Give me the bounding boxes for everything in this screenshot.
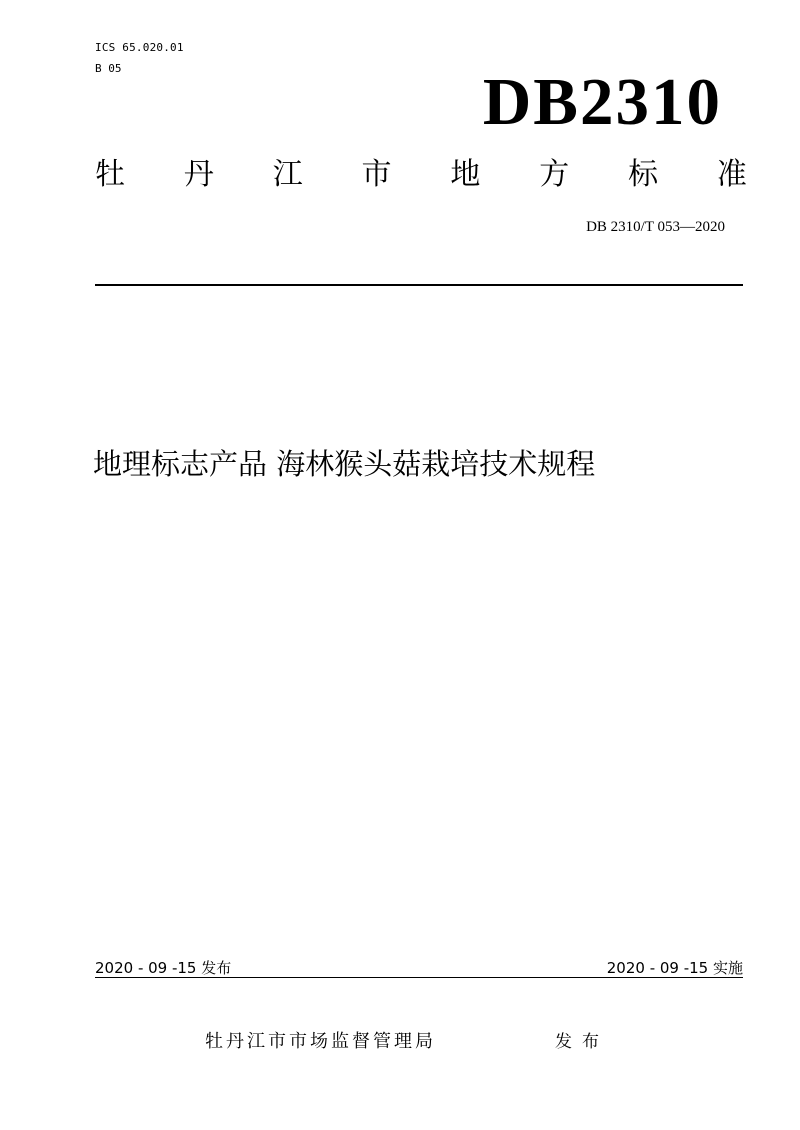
standard-type-char: 牡 (95, 157, 125, 192)
standard-code-logo: DB2310 (482, 65, 722, 139)
standard-type-heading (95, 155, 747, 195)
document-title: 地理标志产品 海林猴头菇栽培技术规程 (93, 447, 596, 481)
ccs-code: B 05 (95, 62, 122, 75)
standard-type-char: 丹 (183, 157, 214, 192)
standard-type-char: 标 (628, 157, 659, 192)
standard-type-char: 方 (539, 157, 570, 192)
bottom-divider (95, 977, 743, 978)
standard-type-char: 地 (450, 157, 481, 192)
ics-code: ICS 65.020.01 (95, 41, 184, 54)
implement-date: 2020 - 09 -15 实施 (606, 959, 743, 977)
publish-date: 2020 - 09 -15 发布 (95, 959, 232, 977)
standard-type-char: 市 (361, 157, 392, 192)
issuing-authority: 牡丹江市市场监督管理局 (205, 1031, 436, 1052)
standard-type-char: 江 (272, 157, 303, 192)
top-divider (95, 284, 743, 286)
standard-number: DB 2310/T 053—2020 (586, 219, 725, 235)
issue-label: 发布 (555, 1032, 609, 1052)
standard-type-char: 准 (716, 157, 747, 192)
